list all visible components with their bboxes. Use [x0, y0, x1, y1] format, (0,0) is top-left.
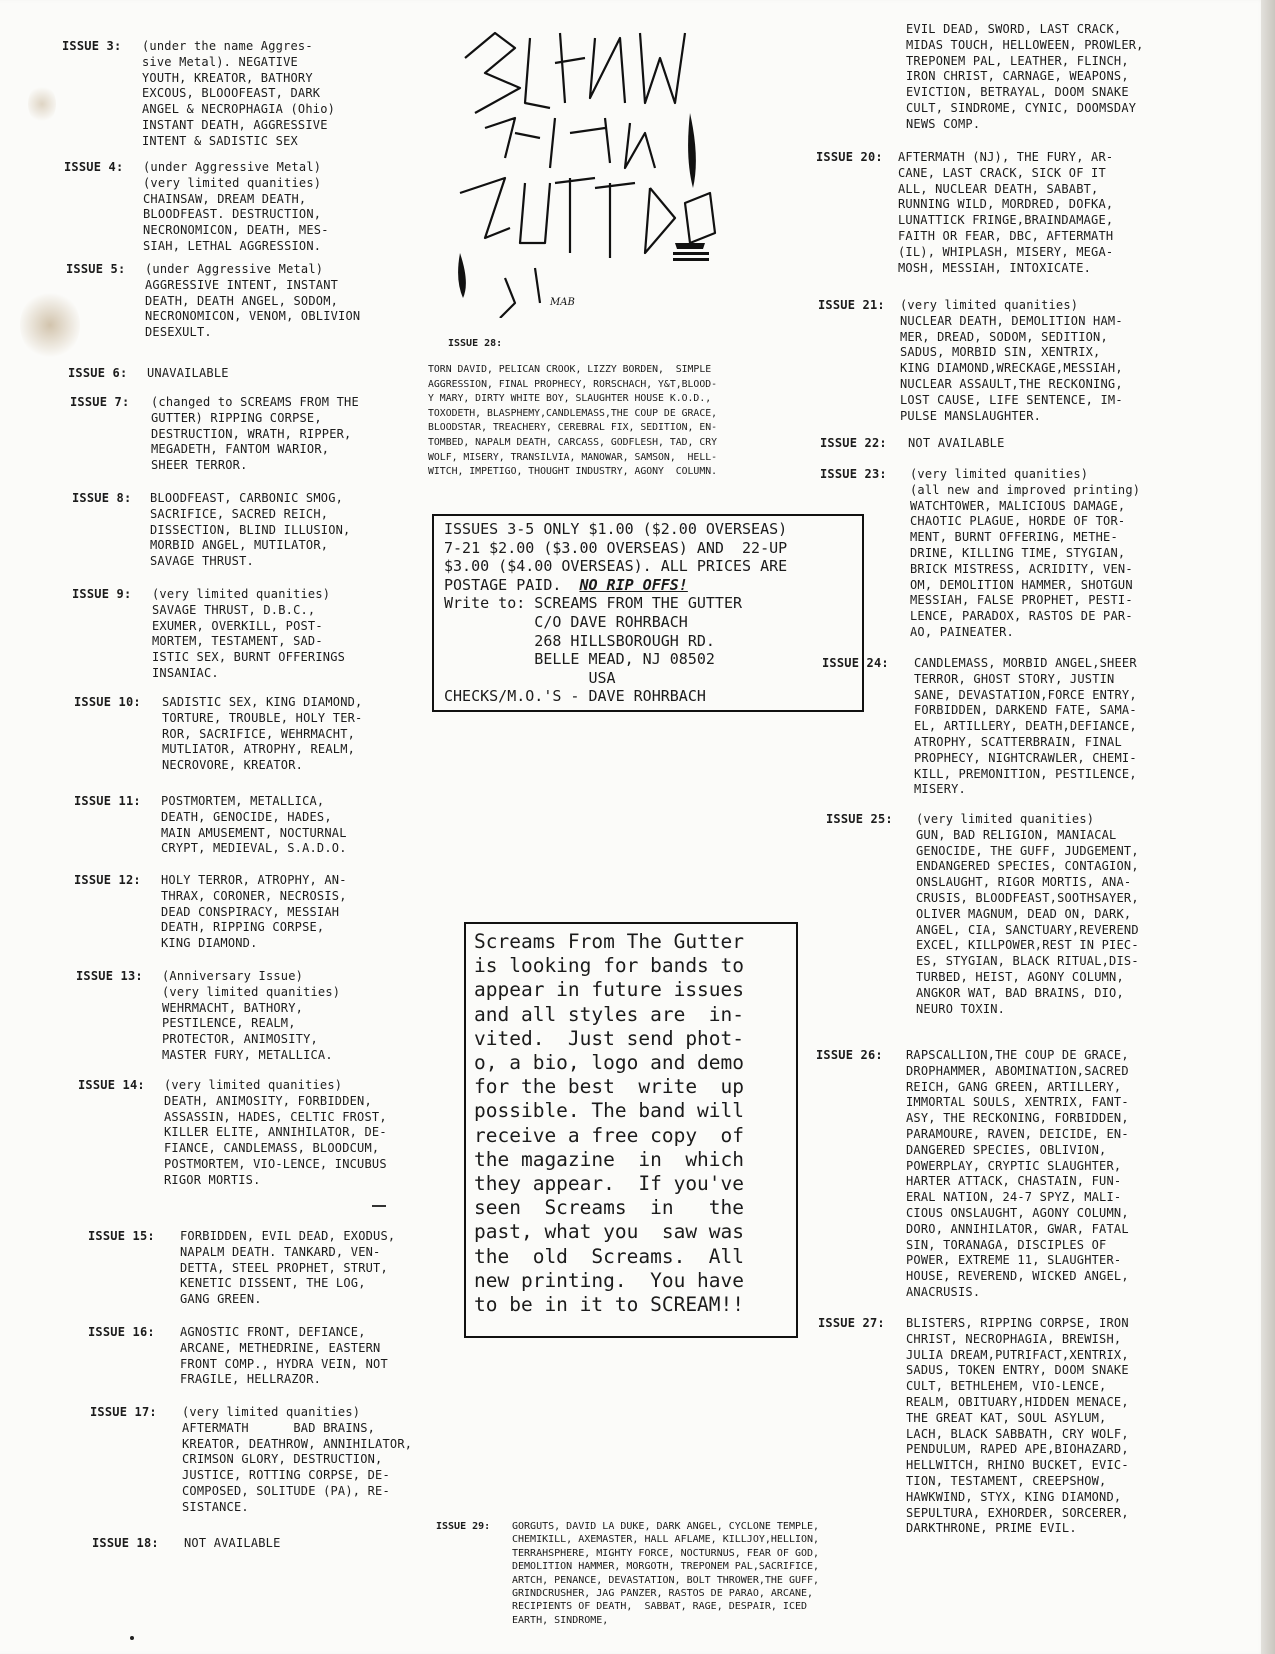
issue-label: ISSUE 27: — [818, 1316, 885, 1330]
issue-entry — [74, 873, 347, 952]
issue-entry — [70, 395, 359, 474]
issue-bands: GORGUTS, DAVID LA DUKE, DARK ANGEL, CYCLONE TEMPLE, CHEMIKILL, AXEMASTER, HALL AFLAME, KILLJOY,HELLION, TERRAHSPHERE, MIGHTY FORCE, NOCTURNUS, FEAR OF GOD, DEMOLITION HAMMER, MORGOTH, TREPONEM PAL,SACRIFICE, ARTCH, PENANCE, DEVASTATION, BOLT THROWER,THE GUFF, GRINDCRUSHER, JAG PANZER, RASTOS DE PARAO, ARCANE, RECIPIENTS OF DEATH, SABBAT, RAGE, DESPAIR, ICED EARTH, SINDROME, — [512, 1521, 820, 1626]
issue-entry — [822, 656, 1137, 798]
issue-entry — [816, 150, 1113, 276]
band-call-line: possible. The band will — [474, 1099, 745, 1123]
issue-bands: AGNOSTIC FRONT, DEFIANCE, ARCANE, METHEDRINE, EASTERN FRONT COMP., HYDRA VEIN, NOT FRAGILE, HELLRAZOR. — [180, 1325, 388, 1387]
page-mark — [130, 1636, 134, 1640]
issue-bands: EVIL DEAD, SWORD, LAST CRACK, MIDAS TOUCH, HELLOWEEN, PROWLER, TREPONEM PAL, LEATHER, FLINCH, IRON CHRIST, CARNAGE, WEAPONS, EVICTION, BETRAYAL, DOOM SNAKE CULT, SINDROME, CYNIC, DOOMSDAY NEWS COMP. — [906, 22, 1144, 131]
issue-label: ISSUE 11: — [74, 794, 141, 808]
issue-entry — [826, 812, 1139, 1017]
issue-entry — [820, 467, 1140, 641]
issue-label: ISSUE 14: — [78, 1078, 145, 1092]
issue-label: ISSUE 12: — [74, 873, 141, 887]
page-edge — [1261, 0, 1275, 1654]
price-info-box — [432, 514, 864, 712]
issue-bands: (under Aggressive Metal) (very limited quanities) CHAINSAW, DREAM DEATH, BLOODFEAST. DESTRUCTION, NECRONOMICON, DEATH, MES- SIAH, LETHAL AGGRESSION. — [143, 160, 329, 253]
issue-entry — [72, 491, 350, 570]
issue-entry — [74, 794, 347, 857]
band-call-line: Screams From The Gutter — [474, 930, 745, 953]
band-call-line: new printing. You have — [474, 1268, 745, 1292]
band-call-line: appear in future issues — [474, 978, 745, 1002]
band-call-line: they appear. If you've — [474, 1172, 745, 1196]
divider-dash — [372, 1205, 386, 1207]
band-call-line: to be in it to SCREAM!! — [474, 1293, 745, 1317]
issue-bands: POSTMORTEM, METALLICA, DEATH, GENOCIDE, HADES, MAIN AMUSEMENT, NOCTURNAL CRYPT, MEDIEVAL, S.A.D.O. — [161, 794, 347, 856]
band-call-box — [464, 922, 798, 1338]
issue-label: ISSUE 21: — [818, 298, 885, 312]
issue-bands: (under the name Aggres- sive Metal). NEGATIVE YOUTH, KREATOR, BATHORY EXCOUS, BLOOOFEAST, DARK ANGEL & NECROPHAGIA (Ohio) INSTANT DEATH, AGGRESSIVE INTENT & SADISTIC SEX — [142, 39, 336, 148]
issue-label: ISSUE 13: — [76, 969, 143, 983]
address-line: BELLE MEAD, NJ 08502 — [444, 650, 715, 669]
issue-bands: (very limited quanities) GUN, BAD RELIGION, MANIACAL GENOCIDE, THE GUFF, JUDGEMENT, ENDANGERED SPECIES, CONTAGION, ONSLAUGHT, RIGOR MORTIS, ANA- CRUSIS, BLOODFEAST,SOOTHSAYER, OLIVER MAGNUM, DEAD ON, DARK, ANGEL, CIA, SANCTUARY,REVEREND EXCEL, KILLPOWER,REST IN PIEC- ES, STYGIAN, BLACK RITUAL,DIS- TURBED, HEIST, AGONY COLUMN, ANGKOR WAT, BAD BRAINS, DIO, NEURO TOXIN. — [916, 812, 1139, 1016]
issue-label: ISSUE 16: — [88, 1325, 155, 1339]
issue-bands: (very limited quanities) SAVAGE THRUST, D.B.C., EXUMER, OVERKILL, POST- MORTEM, TESTAMENT, SAD- ISTIC SEX, BURNT OFFERINGS INSANIAC. — [152, 587, 346, 680]
issue-entry — [74, 695, 362, 774]
issue-label: ISSUE 24: — [822, 656, 889, 670]
band-call-line: the old Screams. All — [474, 1244, 745, 1268]
address-line: USA — [444, 668, 616, 687]
issue-entry — [64, 160, 329, 255]
issue-label: ISSUE 29: — [436, 1521, 491, 1532]
issue-entry — [88, 1325, 388, 1388]
issue-label: ISSUE 15: — [88, 1229, 155, 1243]
issue-bands: TORN DAVID, PELICAN CROOK, LIZZY BORDEN, SIMPLE AGGRESSION, FINAL PROPHECY, RORSCHACH, Y&T,BLOOD- Y MARY, DIRTY WHITE BOY, SLAUGHTER HOUSE K.O.D., TOXODETH, BLASPHEMY,CANDLEMASS,THE COUP DE GRACE, BLOODSTAR, TREACHERY, CEREBRAL FIX, SEDITION, EN- TOMBED, NAPALM DEATH, CARCASS, GODFLESH, TAD, CRY WOLF, MISERY, TRANSILVIA, MANOWAR, SAMSON, HELL- WITCH, IMPETIGO, THOUGHT INDUSTRY, AGONY COLUMN. — [428, 364, 718, 478]
issue-bands: (very limited quanities) (all new and improved printing) WATCHTOWER, MALICIOUS DAMAGE, CHAOTIC PLAGUE, HORDE OF TOR- MENT, BURNT OFFERING, METHE- DRINE, KILLING TIME, STYGIAN, BRICK MISTRESS, ACRIDITY, VEN- OM, DEMOLITION HAMMER, SHOTGUN MESSIAH, FALSE PROPHET, PESTI- LENCE, PARADOX, RASTOS DE PAR- AO, PAINEATER. — [910, 467, 1141, 639]
issue-bands: (very limited quanities) NUCLEAR DEATH, DEMOLITION HAM- MER, DREAD, SODOM, SEDITION, SADUS, MORBID SIN, XENTRIX, KING DIAMOND,WRECKAGE,MESSIAH, NUCLEAR ASSAULT,THE RECKONING, LOST CAUSE, LIFE SENTENCE, IM- PULSE MANSLAUGHTER. — [900, 298, 1123, 423]
issue-entry — [818, 298, 1123, 424]
issue-label: ISSUE 8: — [72, 491, 132, 505]
screams-from-the-gutter-logo — [445, 18, 745, 318]
issue-label: ISSUE 17: — [90, 1405, 157, 1419]
issue-entry — [72, 587, 345, 682]
issue-entry — [62, 39, 335, 150]
issue-bands: CANDLEMASS, MORBID ANGEL,SHEER TERROR, GHOST STORY, JUSTIN SANE, DEVASTATION,FORCE ENTRY, FORBIDDEN, DARKEND FATE, SAMA- EL, ARTILLERY, DEATH,DEFIANCE, ATROPHY, SCATTERBRAIN, FINAL PROPHECY, NIGHTCRAWLER, CHEMI- KILL, PREMONITION, PESTILENCE, MISERY. — [914, 656, 1137, 797]
address-line: Write to: SCREAMS FROM THE GUTTER — [444, 594, 743, 613]
issue-bands: RAPSCALLION,THE COUP DE GRACE, DROPHAMMER, ABOMINATION,SACRED REICH, GANG GREEN, ARTILLERY, IMMORTAL SOULS, XENTRIX, FANT- ASY, THE RECKONING, FORBIDDEN, PARAMOURE, RAVEN, DEICIDE, EN- DANGERED SPECIES, OBLIVION, POWERPLAY, CRYPTIC SLAUGHTER, HARTER ATTACK, CHASTAIN, FUN- ERAL NATION, 24-7 SPYZ, MALI- CIOUS ONSLAUGHT, AGONY COLUMN, DORO, ANNIHILATOR, GWAR, FATAL SIN, TORANAGA, DISCIPLES OF POWER, EXTREME 11, SLAUGHTER- HOUSE, REVEREND, WICKED ANGEL, ANACRUSIS. — [906, 1048, 1129, 1299]
band-call-line: for the best write up — [474, 1075, 745, 1099]
issue-entry — [78, 1078, 387, 1189]
address-line: C/O DAVE ROHRBACH — [444, 612, 688, 631]
issue-entry — [66, 262, 360, 341]
band-call-line: vited. Just send phot- — [474, 1026, 745, 1050]
issue-label: ISSUE 20: — [816, 150, 883, 164]
price-line: $3.00 ($4.00 OVERSEAS). ALL PRICES ARE — [444, 557, 788, 576]
svg-text:MAB: MAB — [550, 297, 575, 308]
issue-bands: (Anniversary Issue) (very limited quanities) WEHRMACHT, BATHORY, PESTILENCE, REALM, PROTECTOR, ANIMOSITY, MASTER FURY, METALLICA. — [162, 969, 341, 1062]
issue-bands: BLOODFEAST, CARBONIC SMOG, SACRIFICE, SACRED REICH, DISSECTION, BLIND ILLUSION, MORBID ANGEL, MUTILATOR, SAVAGE THRUST. — [150, 491, 351, 569]
issue-entry — [816, 1048, 1129, 1301]
issue-bands: UNAVAILABLE — [147, 366, 229, 380]
band-call-line: receive a free copy of — [474, 1123, 745, 1147]
issue-label: ISSUE 25: — [826, 812, 893, 826]
issue-label: ISSUE 26: — [816, 1048, 883, 1062]
issue-bands: HOLY TERROR, ATROPHY, AN- THRAX, CORONER, NECROSIS, DEAD CONSPIRACY, MESSIAH DEATH, RIPPING CORPSE, KING DIAMOND. — [161, 873, 347, 951]
issue-28-entry — [428, 336, 718, 480]
issue-bands: AFTERMATH (NJ), THE FURY, AR- CANE, LAST CRACK, SICK OF IT ALL, NUCLEAR DEATH, SABABT, RUNNING WILD, MORDRED, DOFKA, LUNATTICK FRINGE,BRAINDAMAGE, FAITH OR FEAR, DBC, AFTERMATH (IL), WHIPLASH, MISERY, MEGA- MOSH, MESSIAH, INTOXICATE. — [898, 150, 1114, 275]
issue-bands: NOT AVAILABLE — [184, 1536, 281, 1550]
price-line: ISSUES 3-5 ONLY $1.00 ($2.00 OVERSEAS) — [444, 520, 788, 538]
issue-entry — [88, 1229, 395, 1308]
issue-entry — [90, 1405, 412, 1516]
issue-bands: BLISTERS, RIPPING CORPSE, IRON CHRIST, NECROPHAGIA, BREWISH, JULIA DREAM,PUTRIFACT,XENTRIX, SADUS, TOKEN ENTRY, DOOM SNAKE CULT, BETHLEHEM, VIO-LENCE, REALM, OBITUARY,HIDDEN MENACE, THE GREAT KAT, SOUL ASYLUM, LACH, BLACK SABBATH, CRY WOLF, PENDULUM, RAPED APE,BIOHAZARD, HELLWITCH, RHINO BUCKET, EVIC- TION, TESTAMENT, CREEPSHOW, HAWKWIND, STYX, KING DIAMOND, SEPULTURA, EXHORDER, SORCERER, DARKTHRONE, PRIME EVIL. — [906, 1316, 1129, 1536]
band-call-line: past, what you saw was — [474, 1220, 745, 1244]
issue-label: ISSUE 6: — [68, 366, 128, 380]
postage-text: POSTAGE PAID. — [444, 575, 580, 594]
issue-label: ISSUE 18: — [92, 1536, 159, 1550]
address-line: 268 HILLSBOROUGH RD. — [444, 631, 715, 650]
issue-bands: FORBIDDEN, EVIL DEAD, EXODUS, NAPALM DEATH. TANKARD, VEN- DETTA, STEEL PROPHET, STRUT, KENETIC DISSENT, THE LOG, GANG GREEN. — [180, 1229, 396, 1307]
band-call-line: the magazine in which — [474, 1147, 745, 1171]
issue-entry — [68, 366, 229, 382]
issue-label: ISSUE 5: — [66, 262, 126, 276]
issue-bands: (very limited quanities) AFTERMATH BAD BRAINS, KREATOR, DEATHROW, ANNIHILATOR, CRIMSON GLORY, DESTRUCTION, JUSTICE, ROTTING CORPSE, DE- COMPOSED, SOLITUDE (PA), RE- SISTANCE. — [182, 1405, 413, 1514]
issue-label: ISSUE 9: — [72, 587, 132, 601]
price-line: 7-21 $2.00 ($3.00 OVERSEAS) AND 22-UP — [444, 538, 788, 557]
issue-label: ISSUE 4: — [64, 160, 124, 174]
issue-bands: SADISTIC SEX, KING DIAMOND, TORTURE, TROUBLE, HOLY TER- ROR, SACRIFICE, WEHRMACHT, MUTLIATOR, ATROPHY, REALM, NECROVORE, KREATOR. — [162, 695, 363, 773]
issue-label: ISSUE 23: — [820, 467, 887, 481]
issue-bands: NOT AVAILABLE — [908, 436, 1005, 450]
issue-bands: (under Aggressive Metal) AGGRESSIVE INTENT, INSTANT DEATH, DEATH ANGEL, SODOM, NECRONOMICON, VENOM, OBLIVION DESEXULT. — [145, 262, 361, 340]
issue-label: ISSUE 10: — [74, 695, 141, 709]
issue-entry — [76, 969, 340, 1064]
issue-bands: (changed to SCREAMS FROM THE GUTTER) RIPPING CORPSE, DESTRUCTION, WRATH, RIPPER, MEGADETH, FANTOM WARIOR, SHEER TERROR. — [151, 395, 359, 473]
issue-entry — [820, 436, 1005, 452]
issue-entry — [818, 1316, 1129, 1537]
band-call-line: is looking for bands to — [474, 954, 745, 978]
issue-entry-continued — [906, 22, 1144, 133]
price-line — [444, 576, 852, 595]
issue-label: ISSUE 3: — [62, 39, 122, 53]
address-line: CHECKS/M.O.'S - DAVE ROHRBACH — [444, 687, 706, 706]
issue-label: ISSUE 22: — [820, 436, 887, 450]
issue-label: ISSUE 7: — [70, 395, 130, 409]
no-rip-offs-text: NO RIP OFFS! — [579, 575, 688, 594]
issue-bands: (very limited quanities) DEATH, ANIMOSITY, FORBIDDEN, ASSASSIN, HADES, CELTIC FROST, KILLER ELITE, ANNIHILATOR, DE- FIANCE, CANDLEMASS, BLOODCUM, POSTMORTEM, VIO-LENCE, INCUBUS RIGOR MORTIS. — [164, 1078, 387, 1187]
band-call-line: seen Screams in the — [474, 1196, 745, 1220]
stain — [28, 84, 56, 124]
issue-label: ISSUE 28: — [448, 338, 503, 349]
issue-entry — [92, 1536, 281, 1552]
band-call-line: o, a bio, logo and demo — [474, 1051, 745, 1075]
band-call-line: and all styles are in- — [474, 1002, 745, 1026]
